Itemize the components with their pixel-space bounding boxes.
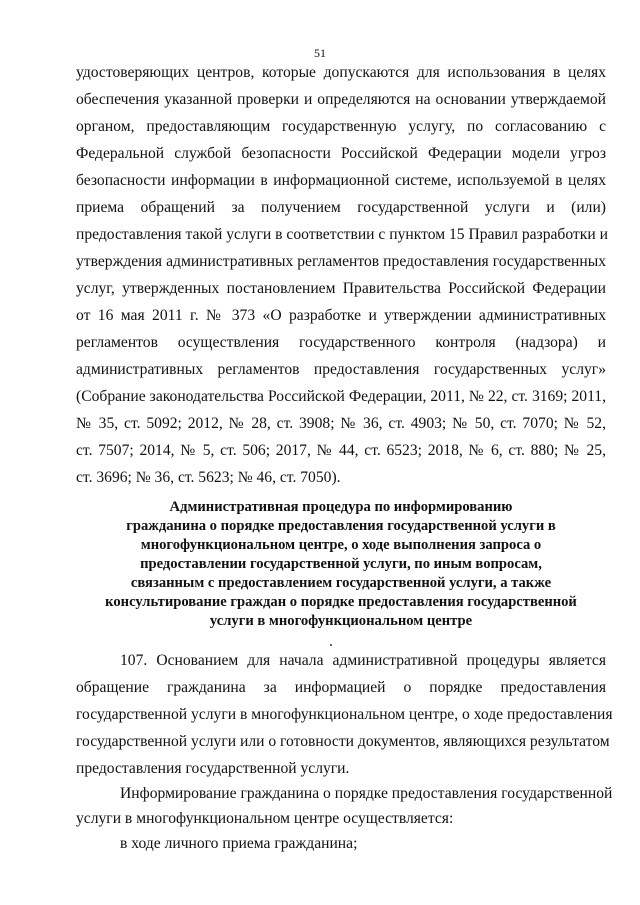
text-line: безопасности информации в информационной системе, используемой в целях bbox=[76, 172, 606, 189]
scan-speck bbox=[330, 644, 332, 646]
text-line: (Собрание законодательства Российской Федерации, 2011, № 22, ст. 3169; 2011, bbox=[76, 388, 606, 405]
text-line: обеспечения указанной проверки и определяются на основании утверждаемой bbox=[76, 91, 606, 108]
text-line: предоставления такой услуги в соответствии с пунктом 15 Правил разработки и bbox=[76, 226, 608, 243]
heading-line: услуги в многофункциональном центре bbox=[209, 613, 473, 629]
text-line: удостоверяющих центров, которые допускаются для использования в целях bbox=[76, 64, 606, 81]
page-number: 51 bbox=[314, 46, 326, 60]
heading-line: связанным с предоставлением государственной услуги, а также bbox=[130, 575, 552, 591]
heading-line: гражданина о порядке предоставления государственной услуги в bbox=[126, 518, 556, 534]
text-line: предоставления государственной услуги. bbox=[76, 760, 350, 777]
text-line: регламентов осуществления государственного контроля (надзора) и bbox=[76, 334, 606, 351]
text-line: в ходе личного приема гражданина; bbox=[120, 835, 358, 852]
text-line: приема обращений за получением государственной услуги и (или) bbox=[76, 199, 606, 216]
text-line: государственной услуги или о готовности документов, являющихся результатом bbox=[76, 733, 610, 750]
text-line: от 16 мая 2011 г. № 373 «О разработке и утверждении административных bbox=[76, 307, 606, 324]
text-line: ст. 7507; 2014, № 5, ст. 506; 2017, № 44, ст. 6523; 2018, № 6, ст. 880; № 25, bbox=[76, 442, 606, 459]
text-line: № 35, ст. 5092; 2012, № 28, ст. 3908; № 36, ст. 4903; № 50, ст. 7070; № 52, bbox=[76, 415, 606, 432]
text-line: административных регламентов предоставления государственных услуг» bbox=[76, 361, 606, 378]
text-line: услуг, утвержденных постановлением Правительства Российской Федерации bbox=[76, 280, 606, 297]
text-line: Федеральной службой безопасности Российской Федерации модели угроз bbox=[76, 145, 606, 162]
heading-line: предоставлении государственной услуги, по иным вопросам, bbox=[140, 556, 542, 572]
heading-line: консультирование граждан о порядке предоставления государственной bbox=[105, 594, 577, 610]
text-line: утверждения административных регламентов предоставления государственных bbox=[76, 253, 606, 270]
text-line: обращение гражданина за информацией о порядке предоставления bbox=[76, 679, 606, 696]
text-line: государственной услуги в многофункциональном центре, о ходе предоставления bbox=[76, 706, 613, 723]
text-line: ст. 3696; № 36, ст. 5623; № 46, ст. 7050). bbox=[76, 469, 341, 486]
text-line: услуги в многофункциональном центре осуществляется: bbox=[76, 810, 454, 827]
heading-line: многофункциональном центре, о ходе выполнения запроса о bbox=[140, 537, 542, 553]
heading-line: Административная процедура по информированию bbox=[169, 499, 513, 515]
text-line: 107. Основанием для начала административной процедуры является bbox=[120, 652, 606, 669]
text-line: органом, предоставляющим государственную услугу, по согласованию с bbox=[76, 118, 606, 135]
text-line: Информирование гражданина о порядке предоставления государственной bbox=[120, 785, 613, 802]
